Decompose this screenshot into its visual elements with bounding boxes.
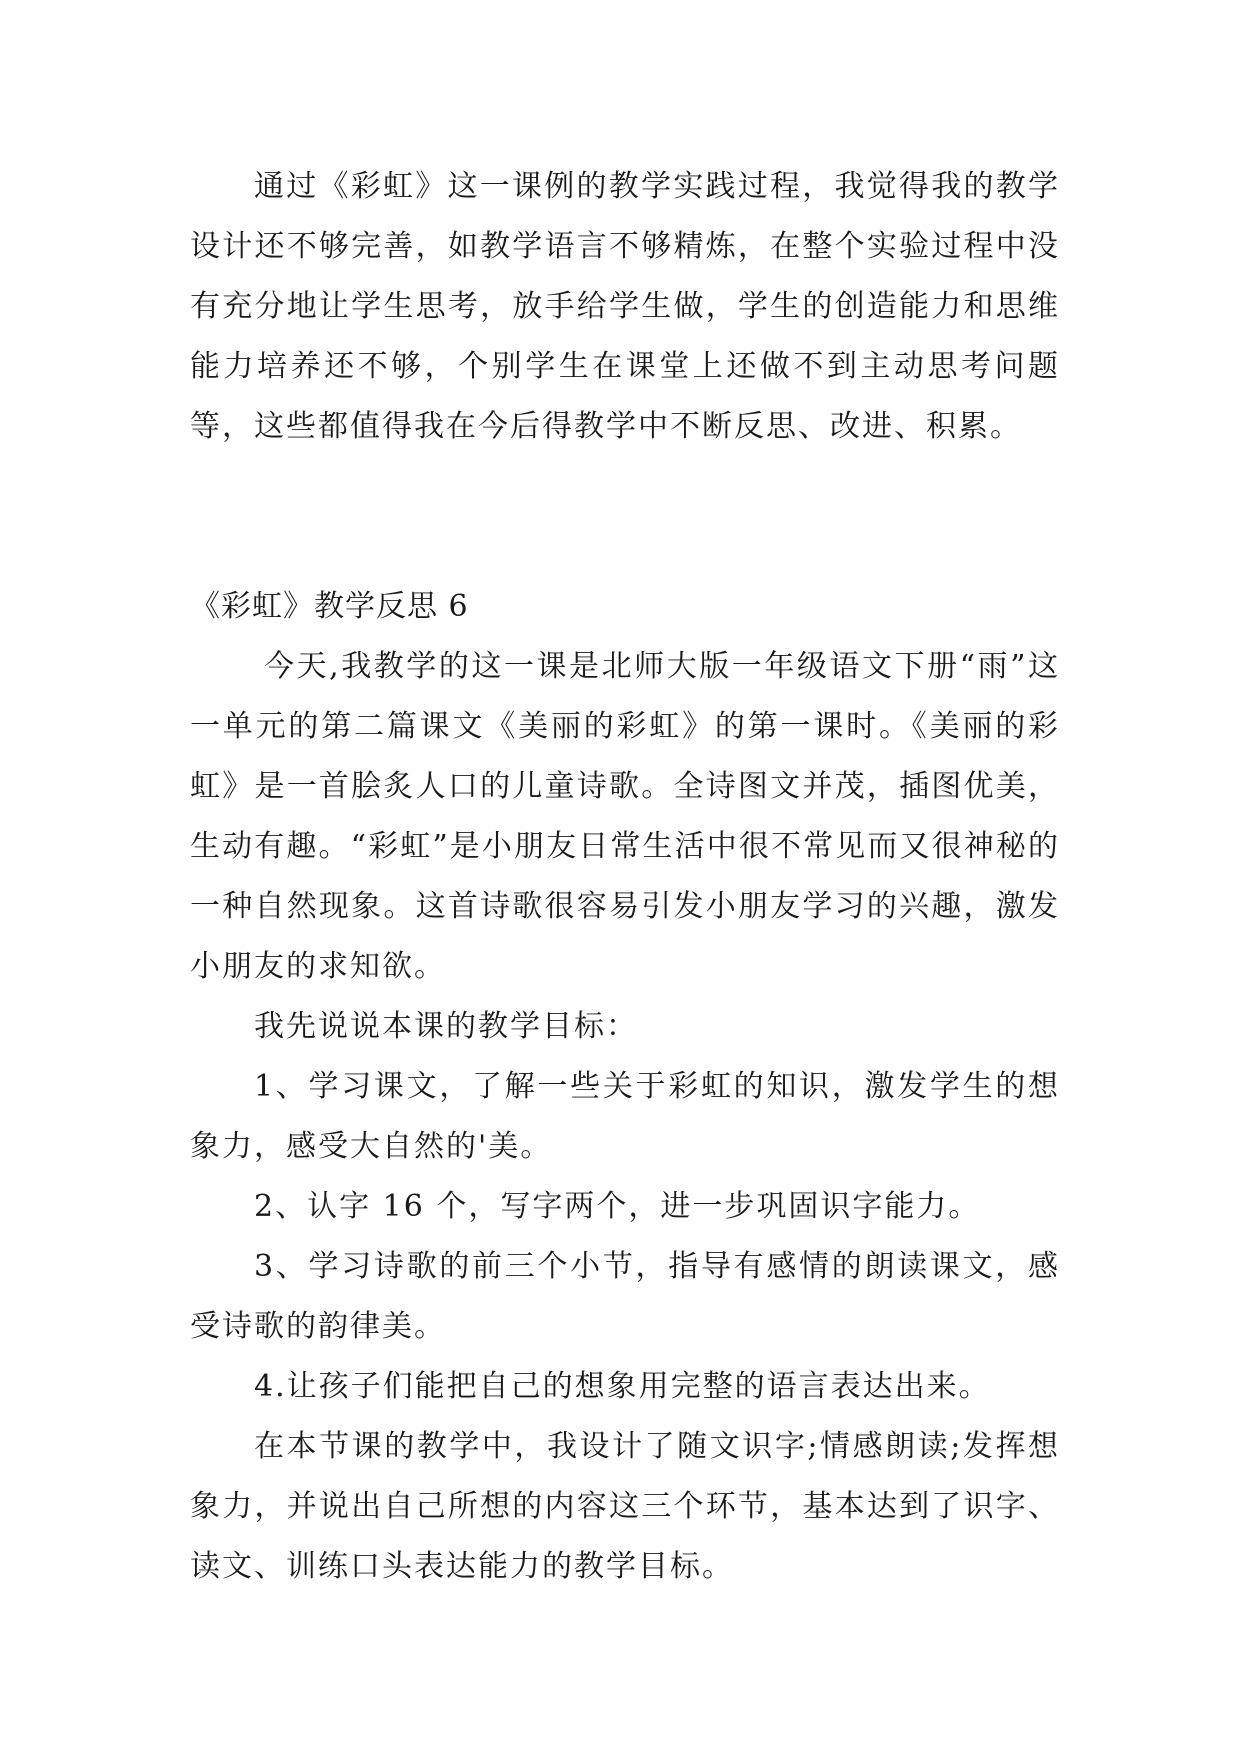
summary-paragraph: 在本节课的教学中，我设计了随文识字;情感朗读;发挥想象力，并说出自己所想的内容这三个环节，基本达到了识字、读文、训练口头表达能力的教学目标。 <box>190 1429 1060 1584</box>
section-spacer <box>190 457 1060 517</box>
section-title: 《彩虹》教学反思 6 <box>190 589 469 624</box>
goal-item: 4.让孩子们能把自己的想象用完整的语言表达出来。 <box>254 1369 991 1404</box>
goal-item: 1、学习课文，了解一些关于彩虹的知识，激发学生的想象力，感受大自然的'美。 <box>190 1069 1060 1164</box>
intro-paragraph: 通过《彩虹》这一课例的教学实践过程，我觉得我的教学设计还不够完善，如教学语言不够精炼，在整个实验过程中没有充分地让学生思考，放手给学生做，学生的创造能力和思维能力培养还不够，个别学生在课堂上还做不到主动思考问题等，这些都值得我在今后得教学中不断反思、改进、积累。 <box>190 169 1060 444</box>
goal-item: 2、认字 16 个，写字两个，进一步巩固识字能力。 <box>254 1189 981 1224</box>
document-body <box>190 157 1060 1597</box>
opening-paragraph: 今天,我教学的这一课是北师大版一年级语文下册“雨”这一单元的第二篇课文《美丽的彩虹》的第一课时。《美丽的彩虹》是一首脍炙人口的儿童诗歌。全诗图文并茂，插图优美，生动有趣。“彩虹”是小朋友日常生活中很不常见而又很神秘的一种自然现象。这首诗歌很容易引发小朋友学习的兴趣，激发小朋友的求知欲。 <box>190 649 1060 984</box>
goals-intro: 我先说说本课的教学目标： <box>254 1009 638 1044</box>
section-spacer <box>190 517 1060 577</box>
goal-item: 3、学习诗歌的前三个小节，指导有感情的朗读课文，感受诗歌的韵律美。 <box>190 1249 1060 1344</box>
